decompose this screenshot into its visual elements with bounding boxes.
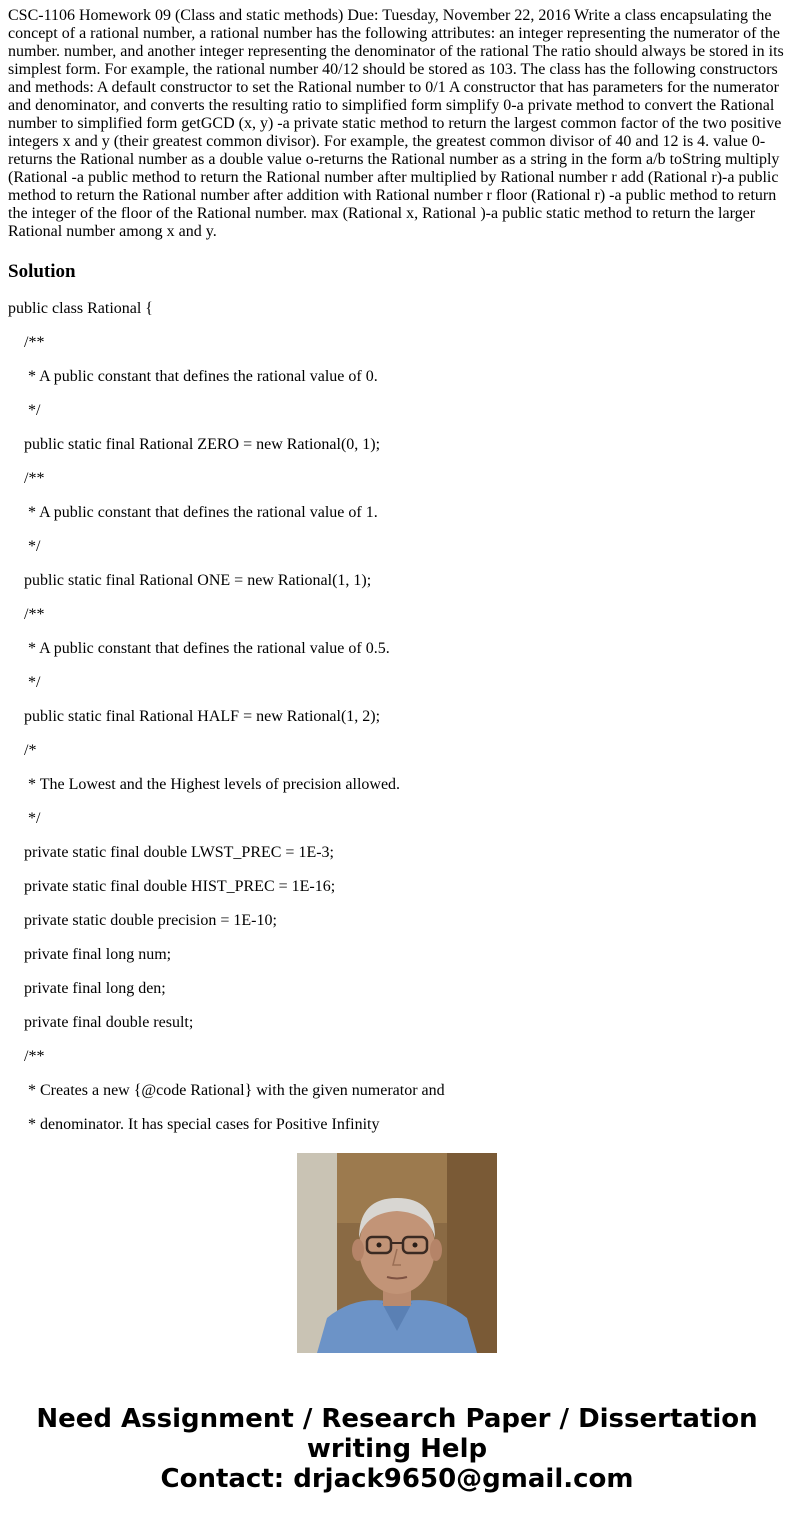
promo-line-2: writing Help xyxy=(306,1434,488,1464)
code-line: * A public constant that defines the rational value of 0. xyxy=(8,368,378,385)
promo-banner xyxy=(0,1404,794,1494)
code-line: /** xyxy=(8,606,45,623)
code-line: */ xyxy=(8,810,41,827)
code-line: /* xyxy=(8,742,37,759)
code-line: */ xyxy=(8,538,41,555)
code-line: * denominator. It has special cases for Positive Infinity xyxy=(8,1116,380,1133)
code-line: /** xyxy=(8,470,45,487)
code-line: private final long den; xyxy=(8,980,166,997)
code-line: private static final double HIST_PREC = 1E-16; xyxy=(8,878,336,895)
code-line: public static final Rational HALF = new Rational(1, 2); xyxy=(8,708,381,725)
code-line: */ xyxy=(8,402,41,419)
promo-contact: Contact: drjack9650@gmail.com xyxy=(160,1464,634,1494)
code-line: /** xyxy=(8,1048,45,1065)
code-line: * The Lowest and the Highest levels of precision allowed. xyxy=(8,776,401,793)
code-line: /** xyxy=(8,334,45,351)
solution-heading: Solution xyxy=(8,261,76,282)
portrait-photo-icon xyxy=(297,1153,497,1353)
code-line: */ xyxy=(8,674,41,691)
promo-line-1: Need Assignment / Research Paper / Dissertation xyxy=(36,1404,758,1434)
code-line: private static final double LWST_PREC = 1E-3; xyxy=(8,844,334,861)
code-line: private final long num; xyxy=(8,946,172,963)
code-line: public class Rational { xyxy=(8,300,153,317)
code-line: public static final Rational ONE = new Rational(1, 1); xyxy=(8,572,372,589)
author-portrait xyxy=(297,1153,497,1353)
question-text: CSC-1106 Homework 09 (Class and static methods) Due: Tuesday, November 22, 2016 Write a class encapsulating the concept of a rational number, a rational number has the following attributes: an integer representing the numerator of the number. number, and another integer representing the denominator of the rational The ratio should always be stored in its simplest form. For example, the rational number 40/12 should be stored as 103. The class has the following constructors and methods: A default constructor to set the Rational number to 0/1 A constructor that has parameters for the numerator and denominator, and converts the resulting ratio to simplified form simplify 0-a private method to convert the Rational number to simplified form getGCD (x, y) -a private static method to return the largest common factor of the two positive integers x and y (their greatest common divisor). For example, the greatest common divisor of 40 and 12 is 4. value 0-returns the Rational number as a double value o-returns the Rational number as a string in the form a/b toString multiply (Rational -a public method to return the Rational number after multiplied by Rational number r add (Rational r)-a public method to return the Rational number after addition with Rational number r floor (Rational r) -a public method to return the integer of the floor of the Rational number. max (Rational x, Rational )-a public static method to return the larger Rational number among x and y. xyxy=(8,7,784,240)
solution-code xyxy=(8,300,786,1133)
code-line: * A public constant that defines the rational value of 1. xyxy=(8,504,378,521)
code-line: * A public constant that defines the rational value of 0.5. xyxy=(8,640,390,657)
code-line: * Creates a new {@code Rational} with the given numerator and xyxy=(8,1082,445,1099)
code-line: public static final Rational ZERO = new Rational(0, 1); xyxy=(8,436,381,453)
code-line: private static double precision = 1E-10; xyxy=(8,912,277,929)
code-line: private final double result; xyxy=(8,1014,194,1031)
